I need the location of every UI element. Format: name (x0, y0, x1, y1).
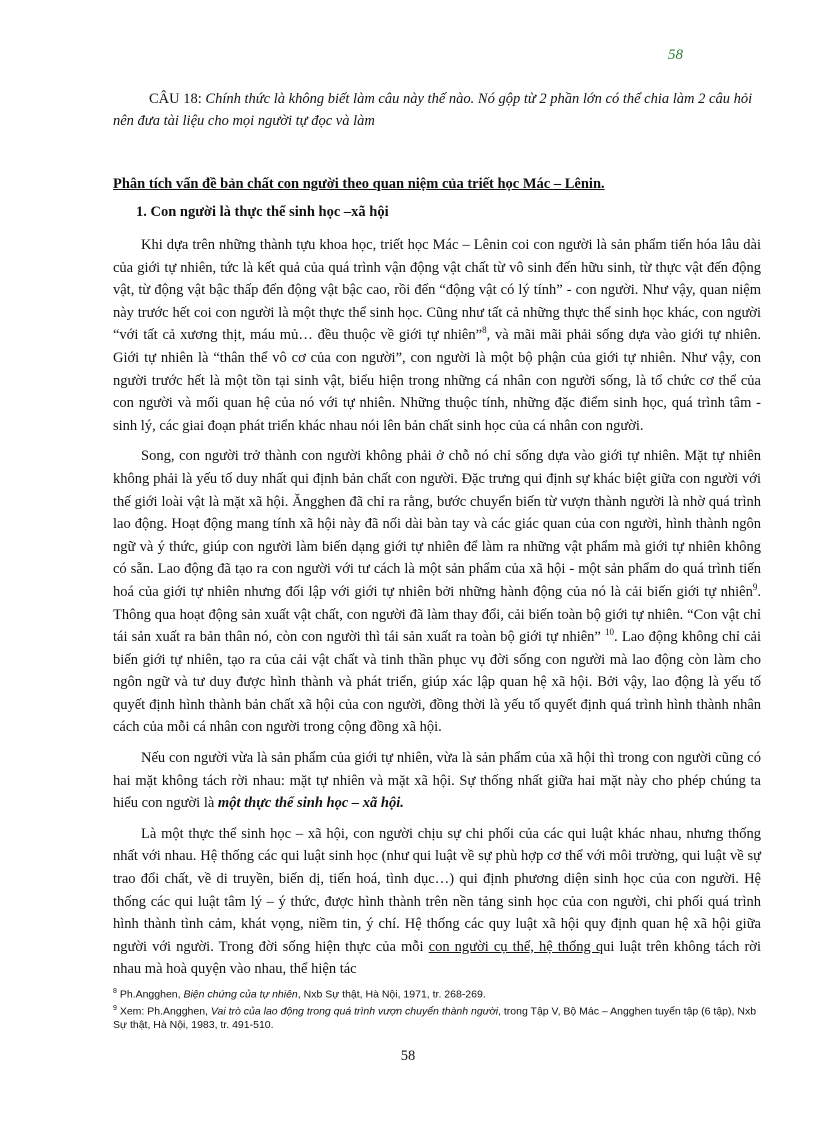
paragraph-1-part-b: , và mãi mãi phải sống dựa vào giới tự nhiên. Giới tự nhiên là “thân thể vô cơ của con người”, con người là một bộ phận của giới tự nhiên. Như vậy, con người trước hết là một tồn tại sinh vật, biểu hiện trong những cá nhân con người sống, là tổ chức cơ thể của con người và mối quan hệ của nó với tự nhiên. Những thuộc tính, những đặc điểm sinh học, quá trình tâm - sinh lý, các giai đoạn phát triển khác nhau nói lên bản chất sinh học của cá nhân con người. (113, 327, 762, 434)
paragraph-1 (113, 234, 761, 437)
paragraph-3 (113, 747, 761, 815)
footnote-8 (113, 985, 761, 1002)
footnote-9 (113, 1002, 761, 1033)
footnote-ref-8: 8 (482, 325, 487, 336)
footnote-8-author: Ph.Angghen, (116, 988, 184, 1001)
subsection-heading: 1. Con người là thực thể sinh học –xã hội (136, 204, 389, 220)
paragraph-2-part-b: . Thông qua hoạt động sản xuất vật chất, con người đã làm thay đổi, cải biến toàn bộ giới tự nhiên. “Con vật chỉ tái sản xuất ra bản thân nó, còn con người thì tái sản xuất ra toàn bộ giới tự nhiên” (113, 583, 761, 646)
footnote-8-number: 8 (113, 988, 117, 995)
question-label: CÂU 18: (149, 91, 202, 107)
footnote-ref-9: 9 (752, 582, 758, 593)
paragraph-1-part-a: Khi dựa trên những thành tựu khoa học, triết học Mác – Lênin coi con người là sản phẩm tiến hóa lâu dài của giới tự nhiên, tức là kết quả của quá trình vận động vật chất từ vô sinh đến hữu sinh, từ thực vật đến động vật, từ động vật bậc thấp đến động vật bậc cao, rồi đến “động vật có lý tính” - con người. Như vậy, quan niệm này trước hết coi con người là một thực thể sinh học. Cũng như tất cả những thực thể sinh học khác, con người “với tất cả xương thịt, máu mủ… đều thuộc về giới tự nhiên” (113, 237, 761, 344)
paragraph-4-underlined: con người cụ thể, hệ thống q (428, 938, 604, 955)
footnote-9-number: 9 (113, 1004, 117, 1012)
paragraph-3-emphasis: một thực thể sinh học – xã hội. (217, 795, 404, 812)
paragraph-4 (113, 823, 761, 981)
footnote-8-rest: , Nxb Sự thật, Hà Nội, 1971, tr. 268-269. (297, 988, 486, 1001)
paragraph-4-part-a: Là một thực thể sinh học – xã hội, con người chịu sự chi phối của các qui luật khác nhau, nhưng thống nhất với nhau. Hệ thống các qui luật sinh học (như qui luật về sự phù hợp cơ thể với môi trường, qui luật về sự trao đổi chất, về di truyền, biến dị, tiến hoá, tình dục…) qui định phương diện sinh học của con người. Hệ thống các qui luật tâm lý – ý thức, được hình thành trên nền tảng sinh học của con người, chi phối quá trình hình thành tình cảm, khát vọng, niềm tin, ý chí. Hệ thống các quy luật xã hội quy định quan hệ xã hội giữa người với người. Trong đời sống hiện thực của mỗi (113, 825, 761, 955)
paragraph-3-part-a: Nếu con người vừa là sản phẩm của giới tự nhiên, vừa là sản phẩm của xã hội thì trong con người cũng có hai mặt không tách rời nhau: mặt tự nhiên và mặt xã hội. Sự thống nhất giữa hai mặt này cho phép chúng ta hiểu con người là (113, 750, 761, 812)
footnotes (113, 985, 761, 1032)
footnote-ref-10: 10 (605, 627, 615, 638)
body-text (113, 234, 761, 989)
question-block (113, 88, 761, 132)
paragraph-2-part-c: . Lao động không chỉ cải biến giới tự nhiên, tạo ra của cải vật chất và tinh thần phục vụ đời sống con người mà lao động còn làm cho ngôn ngữ và tư duy được hình thành và phát triển, giúp xác lập quan hệ xã hội. Bởi vậy, lao động là yếu tố quyết định hình thành bản chất xã hội của con người, đồng thời là yếu tố quyết định quá trình hình thành nhân cách của mỗi cá nhân con người trong cộng đồng xã hội. (113, 629, 761, 736)
paragraph-2-part-a: Song, con người trở thành con người không phải ở chỗ nó chỉ sống dựa vào giới tự nhiên. Mặt tự nhiên không phải là yếu tố duy nhất qui định bản chất con người. Đặc trưng qui định sự khác biệt giữa con người với thế giới loài vật là mặt xã hội. Ăngghen đã chỉ ra rằng, bước chuyển biến từ vượn thành người là nhờ quá trình lao động. Hoạt động mang tính xã hội này đã nối dài bàn tay và các giác quan của con người, hình thành ngôn ngữ và ý thức, giúp con người làm biến dạng giới tự nhiên để làm ra những vật phẩm mà giới tự nhiên không có sẵn. Lao động đã tạo ra con người với tư cách là một sản phẩm của xã hội - một sản phẩm do quá trình tiến hoá của giới tự nhiên nhưng đối lập với giới tự nhiên bởi những hành động của nó là cải biến giới tự nhiên (113, 448, 761, 600)
page-number-bottom: 58 (400, 1048, 416, 1064)
paragraph-4-part-b: ui luật trên không tách rời nhau mà hoà quyện vào nhau, thể hiện tác (113, 938, 761, 978)
question-text: Chính thức là không biết làm câu này thế nào. Nó gộp từ 2 phần lớn có thể chia làm 2 câu hỏi nên đưa tài liệu cho mọi người tự đọc và làm (113, 91, 753, 129)
footnote-9-title: Vai trò của lao động trong quá trình vượn chuyển thành người (210, 1005, 499, 1017)
footnote-9-rest: , trong Tập V, Bộ Mác – Angghen tuyển tập (6 tập), Nxb Sự thật, Hà Nội, 1983, tr. 491-510. (113, 1005, 757, 1031)
footnote-9-author: Xem: Ph.Angghen, (116, 1005, 211, 1017)
paragraph-2 (113, 445, 761, 739)
footnote-8-title: Biện chứng của tự nhiên (183, 988, 298, 1001)
page-number-top: 58 (668, 47, 683, 63)
section-heading: Phân tích vấn đề bản chất con người theo quan niệm của triết học Mác – Lênin. (113, 176, 605, 192)
